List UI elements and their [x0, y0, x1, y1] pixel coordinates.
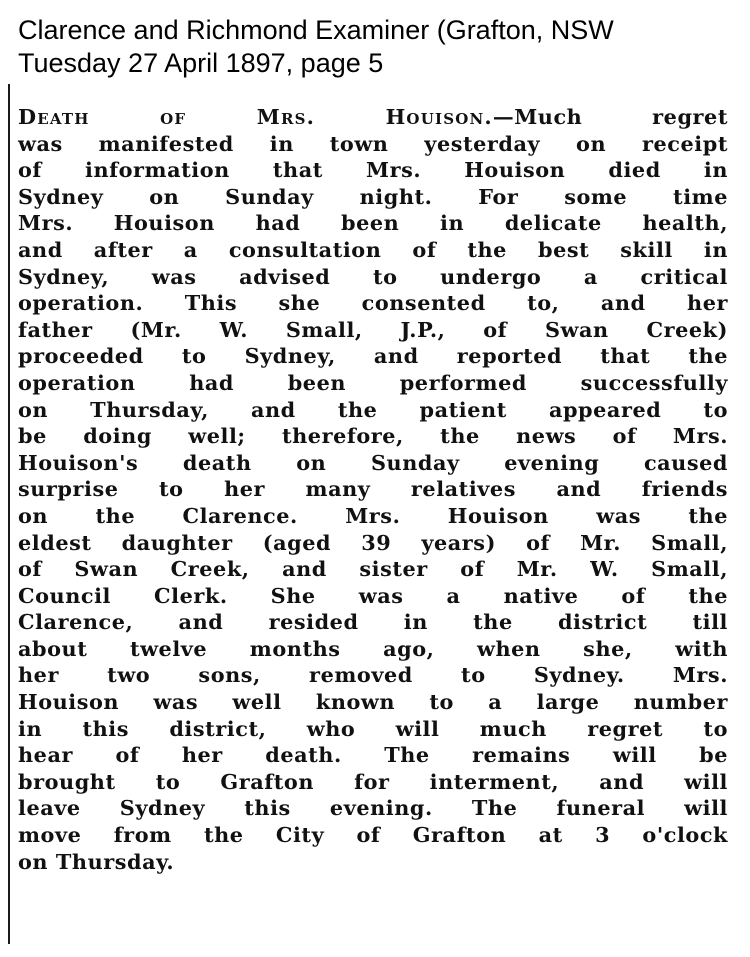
column-rule [8, 84, 10, 944]
article-line: of information that Mrs. Houison died in [18, 157, 728, 183]
article-line: eldest daughter (aged 39 years) of Mr. Small, [18, 529, 728, 555]
article-line: Houison was well known to a large number [18, 689, 728, 715]
article-line-text: —Much regret [492, 104, 728, 129]
article-line: Council Clerk. She was a native of the [18, 582, 728, 608]
article-line: hear of her death. The remains will be [18, 742, 728, 768]
article-line: Sydney, was advised to undergo a critical [18, 263, 728, 289]
article-line: surprise to her many relatives and friends [18, 476, 728, 502]
caption-source-line: Clarence and Richmond Examiner (Grafton, NSW [18, 15, 614, 45]
article-line: brought to Grafton for interment, and will [18, 768, 728, 794]
article-line [18, 104, 728, 131]
article-line: and after a consultation of the best skill in [18, 236, 728, 262]
article-line: Houison's death on Sunday evening caused [18, 449, 728, 475]
caption-date-line: Tuesday 27 April 1897, page 5 [18, 48, 384, 78]
article-heading: Death of Mrs. Houison. [18, 104, 493, 129]
article-line: on the Clarence. Mrs. Houison was the [18, 502, 728, 528]
article-line: father (Mr. W. Small, J.P., of Swan Creek) [18, 316, 728, 342]
article-line: in this district, who will much regret to [18, 715, 728, 741]
article-line: of Swan Creek, and sister of Mr. W. Small, [18, 556, 728, 582]
article-line: on Thursday, and the patient appeared to [18, 396, 728, 422]
caption [18, 14, 738, 80]
article-line: leave Sydney this evening. The funeral will [18, 795, 728, 821]
article-line: proceeded to Sydney, and reported that the [18, 343, 728, 369]
article-line: about twelve months ago, when she, with [18, 635, 728, 661]
article-line: move from the City of Grafton at 3 o'clock [18, 822, 728, 848]
article-line: Sydney on Sunday night. For some time [18, 183, 728, 209]
article-line: Mrs. Houison had been in delicate health, [18, 210, 728, 236]
article-line: on Thursday. [18, 848, 175, 874]
article-line: was manifested in town yesterday on receipt [18, 130, 728, 156]
article-line: be doing well; therefore, the news of Mrs. [18, 423, 728, 449]
newspaper-clipping [0, 84, 750, 957]
article-line: operation. This she consented to, and her [18, 290, 728, 316]
article-line: her two sons, removed to Sydney. Mrs. [18, 662, 728, 688]
article-line: Clarence, and resided in the district till [18, 609, 728, 635]
article-text [18, 104, 728, 875]
article-line: operation had been performed successfully [18, 369, 728, 395]
